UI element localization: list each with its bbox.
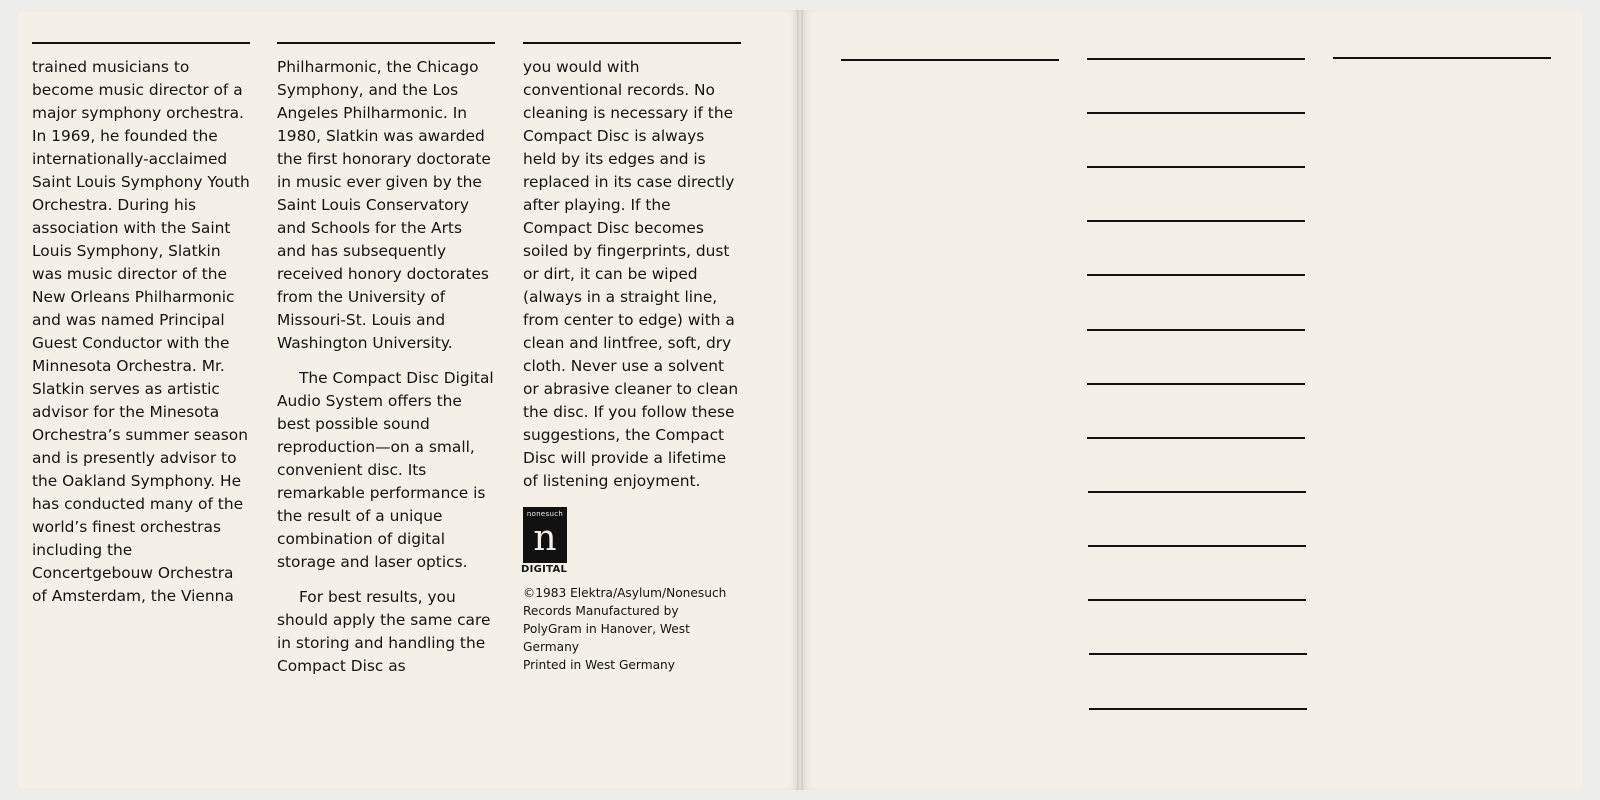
nonesuch-digital-logo xyxy=(523,507,575,576)
blank-rule xyxy=(1088,545,1306,547)
copyright-line: ©1983 Elektra/Asylum/Nonesuch Records Manufactured by PolyGram in Hanover, West Germany xyxy=(523,586,727,654)
column-1-text: trained musicians to become music director of a major symphony orchestra. In 1969, he founded the internationally-acclaimed Saint Louis Symphony Youth Orchestra. During his association with the Saint Louis Symphony, Slatkin was music director of the New Orleans Philharmonic and was named Principal Guest Conductor with the Minnesota Orchestra. Mr. Slatkin serves as artistic advisor for the Minesota Orchestra’s summer season and is presently advisor to the Oakland Symphony. He has conducted many of the world’s finest orchestras including the Concertgebouw Orchestra of Amsterdam, the Vienna xyxy=(32,58,250,605)
blank-rule xyxy=(1087,58,1305,60)
column-2-paragraph-1: Philharmonic, the Chicago Symphony, and the Los Angeles Philharmonic. In 1980, Slatkin was awarded the first honorary doctorate in music ever given by the Saint Louis Conservatory and Schools for the Arts and has subsequently received honory doctorates from the University of Missouri-St. Louis and Washington University. xyxy=(277,58,491,352)
blank-rule xyxy=(1089,708,1307,710)
column-rule xyxy=(277,42,495,44)
column-rule xyxy=(32,42,250,44)
nonesuch-logo-mark xyxy=(523,507,567,563)
text-column-2 xyxy=(277,42,495,678)
right-page xyxy=(803,10,1583,790)
column-3-text: you would with conventional records. No cleaning is necessary if the Compact Disc is always held by its edges and is replaced in its case directly after playing. If the Compact Disc becomes soiled by fingerprints, dust or dirt, it can be wiped (always in a straight line, from center to edge) with a clean and lintfree, soft, dry cloth. Never use a solvent or abrasive cleaner to clean the disc. If you follow these suggestions, the Compact Disc will provide a lifetime of listening enjoyment. xyxy=(523,58,739,490)
logo-n-glyph: n xyxy=(533,518,557,559)
blank-rule xyxy=(1087,274,1305,276)
blank-rule xyxy=(1088,599,1306,601)
logo-digital-text: DIGITAL xyxy=(521,564,568,575)
blank-rule xyxy=(1087,220,1305,222)
column-2-paragraph-3: For best results, you should apply the same care in storing and handling the Compact Disc as xyxy=(277,588,491,675)
copyright-credits xyxy=(523,584,741,674)
column-2-paragraph-2: The Compact Disc Digital Audio System offers the best possible sound reproduction—on a small, convenient disc. Its remarkable performance is the result of a unique combination of digital storage and laser optics. xyxy=(277,369,494,571)
column-rule xyxy=(523,42,741,44)
blank-rule xyxy=(1087,437,1305,439)
blank-rule xyxy=(1087,383,1305,385)
logo-top-text: nonesuch xyxy=(526,510,564,518)
text-column-1 xyxy=(32,42,250,608)
blank-rule xyxy=(1088,491,1306,493)
blank-rule xyxy=(1087,112,1305,114)
blank-rule xyxy=(1089,653,1307,655)
printed-in-line: Printed in West Germany xyxy=(523,658,675,672)
text-column-3 xyxy=(523,42,741,674)
blank-rule xyxy=(841,59,1059,61)
blank-rule xyxy=(1087,166,1305,168)
blank-rule xyxy=(1333,57,1551,59)
blank-rule xyxy=(1087,329,1305,331)
